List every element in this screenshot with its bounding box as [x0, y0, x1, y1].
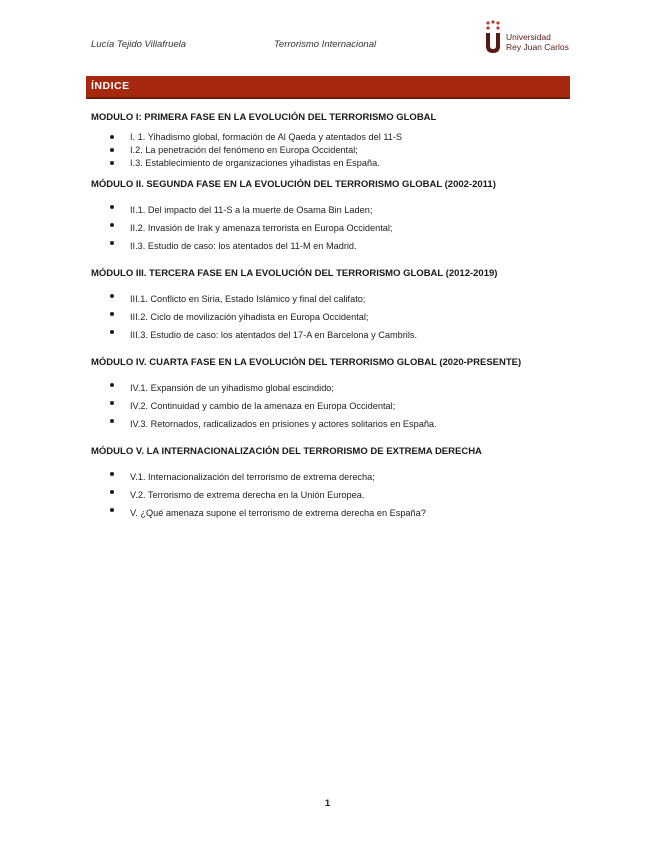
header-author: Lucía Tejido Villafruela [91, 39, 187, 50]
module-2 [91, 177, 561, 255]
module-items [91, 468, 561, 522]
list-item: IV.2. Continuidad y cambio de la amenaza en Europa Occidental; [91, 397, 561, 415]
index-content [91, 110, 561, 522]
list-item: III.1. Conflicto en Siria, Estado Islámico y final del califato; [91, 290, 561, 308]
header-subject: Terrorismo Internacional [274, 39, 377, 50]
list-item: II.2. Invasión de Irak y amenaza terrorista en Europa Occidental; [91, 219, 561, 237]
module-title: MÓDULO IV. CUARTA FASE EN LA EVOLUCIÓN DEL TERRORISMO GLOBAL (2020-PRESENTE) [91, 357, 522, 368]
list-item: II.3. Estudio de caso: los atentados del 11-M en Madrid. [91, 237, 561, 255]
list-item: II.1. Del impacto del 11-S a la muerte de Osama Bin Laden; [91, 201, 561, 219]
logo-text-line1: Universidad [506, 32, 551, 42]
module-1 [91, 110, 561, 170]
logo-text-line2: Rey Juan Carlos [506, 42, 569, 52]
module-3 [91, 266, 561, 344]
list-item: I. 1. Yihadismo global, formación de Al Qaeda y atentados del 11-S [91, 131, 561, 144]
list-item: V. ¿Qué amenaza supone el terrorismo de extrema derecha en España? [91, 504, 561, 522]
list-item: V.1. Internacionalización del terrorismo de extrema derecha; [91, 468, 561, 486]
module-title: MODULO I: PRIMERA FASE EN LA EVOLUCIÓN DEL TERRORISMO GLOBAL [91, 112, 437, 123]
list-item: I.2. La penetración del fenómeno en Europa Occidental; [91, 144, 561, 157]
module-items [91, 131, 561, 170]
list-item: I.3. Establecimiento de organizaciones yihadistas en España. [91, 157, 561, 170]
module-5 [91, 444, 561, 522]
module-title: MÓDULO III. TERCERA FASE EN LA EVOLUCIÓN DEL TERRORISMO GLOBAL (2012-2019) [91, 268, 498, 279]
list-item: V.2. Terrorismo de extrema derecha en la Unión Europea. [91, 486, 561, 504]
list-item: IV.1. Expansión de un yihadismo global escindido; [91, 379, 561, 397]
index-title: ÍNDICE [91, 80, 130, 92]
university-logo [484, 20, 574, 54]
list-item: III.2. Ciclo de movilización yihadista en Europa Occidental; [91, 308, 561, 326]
module-items [91, 201, 561, 255]
index-heading-bar [86, 76, 570, 99]
module-title: MÓDULO II. SEGUNDA FASE EN LA EVOLUCIÓN DEL TERRORISMO GLOBAL (2002-2011) [91, 179, 496, 190]
module-items [91, 379, 561, 433]
module-4 [91, 355, 561, 433]
urjc-logo-icon [484, 20, 502, 54]
list-item: IV.3. Retornados, radicalizados en prisiones y actores solitarios en España. [91, 415, 561, 433]
module-items [91, 290, 561, 344]
module-title: MÓDULO V. LA INTERNACIONALIZACIÓN DEL TERRORISMO DE EXTREMA DERECHA [91, 446, 482, 457]
logo-text [506, 32, 569, 52]
page-number: 1 [324, 798, 331, 809]
list-item: III.3. Estudio de caso: los atentados del 17-A en Barcelona y Cambrils. [91, 326, 561, 344]
